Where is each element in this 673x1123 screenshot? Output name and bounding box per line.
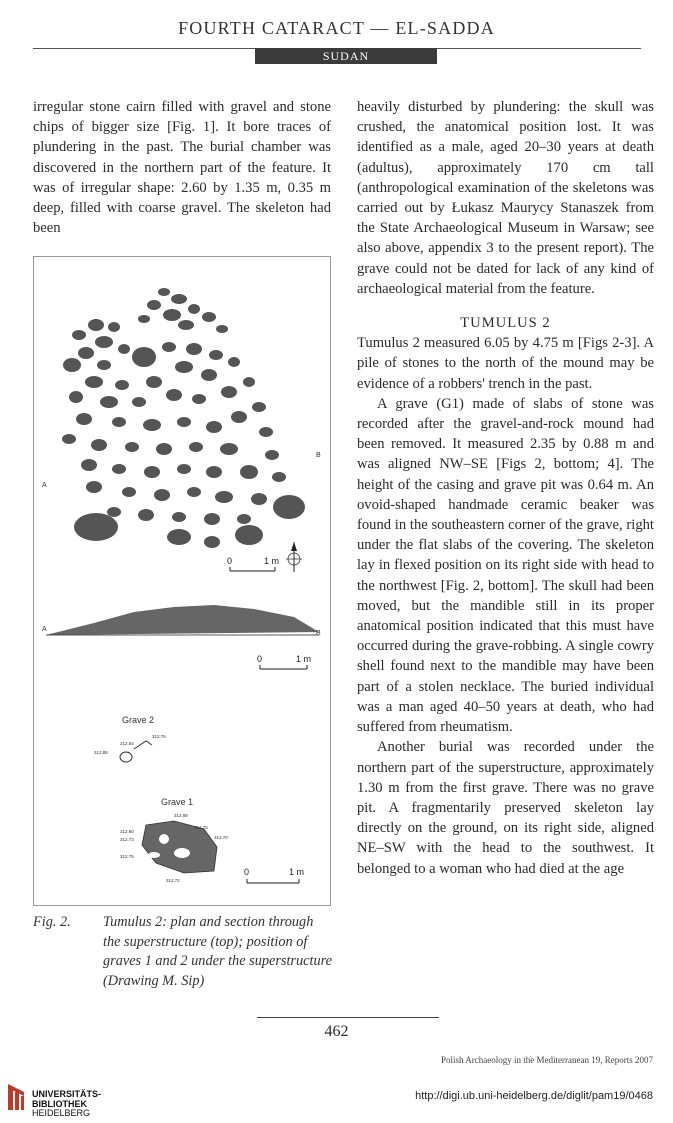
section-heading-tumulus-2: TUMULUS 2: [460, 315, 551, 332]
g2-elevation-1: 312.76: [152, 734, 166, 739]
right-paragraph-3: A grave (G1) made of slabs of stone was recorded after the gravel-and-rock mound had been removed. It measured 2.35 by 0.88 m and was aligned NW–SE [Figs 2, bottom; 4]. The height of the casing and grave pit was 0.64 m. An ovoid-shaped handmade ceramic beaker was found in the southeastern corner of the grave, right under the flat slabs of the covering. The skeleton lay in flexed position on its right side with head to the northwest [Fig. 2, bottom]. The skull had been moved, but the mandible still in its proper anatomical position indicated that this must have occurred during the grave-robbing. A single cowry shell found next to the mandible may have been part of a stolen necklace. The buried individual was a man aged 40–50 years at death, who had suffered from rheumatism.: [357, 395, 654, 736]
section-point-b: B: [316, 452, 321, 459]
profile-point-b: B: [316, 630, 321, 637]
library-line-3: HEIDELBERG: [32, 1108, 91, 1118]
section-badge: SUDAN: [255, 48, 437, 64]
source-url-link[interactable]: http://digi.ub.uni-heidelberg.de/diglit/pam19/0468: [415, 1090, 653, 1102]
library-line-2: BIBLIOTHEK: [32, 1098, 87, 1109]
g1-elevation-7: 312.72: [166, 878, 180, 883]
library-name: [32, 1090, 101, 1119]
grave-2-drawing: [94, 734, 166, 762]
scale-zero-3: 0: [244, 867, 250, 877]
right-column: [357, 97, 654, 879]
figure-2-drawing: [34, 257, 330, 905]
scale-unit-2: 1 m: [296, 654, 312, 664]
scale-zero-1: 0: [227, 556, 233, 566]
grave-1-drawing: [120, 813, 228, 883]
g1-elevation-6: 312.75: [120, 854, 134, 859]
scale-bar-1: [227, 556, 279, 571]
section-profile: [46, 605, 319, 635]
g2-elevation-3: 312.88: [94, 750, 108, 755]
scale-bar-3: [244, 867, 304, 883]
section-point-a: A: [42, 482, 47, 489]
north-arrow-icon: [286, 542, 302, 572]
footer-rule: [257, 1017, 439, 1018]
g1-elevation-1: 312.88: [174, 813, 188, 818]
g1-elevation-5: 312.70: [214, 835, 228, 840]
scale-unit-1: 1 m: [264, 556, 280, 566]
running-title: FOURTH CATARACT — EL-SADDA: [178, 18, 495, 38]
journal-line: Polish Archaeology in the Mediterranean 19, Reports 2007: [441, 1055, 653, 1065]
left-column: [33, 97, 331, 238]
g2-elevation-2: 312.84: [120, 741, 134, 746]
right-paragraph-4: Another burial was recorded under the northern part of the superstructure, approximately 1.30 m from the first grave. There was no grave pit. A fragmentarily preserved skeleton lay directly on the ground, on its right side, aligned NE–SW with the head to the southwest. It belonged to a woman who had died at the age: [357, 739, 654, 877]
profile-point-a: A: [42, 626, 47, 633]
grave-1-label: Grave 1: [161, 797, 194, 807]
plan-view-stones: [62, 288, 305, 548]
scale-unit-3: 1 m: [289, 867, 305, 877]
page-number: 462: [324, 1023, 349, 1040]
caption-label: Fig. 2.: [33, 914, 71, 930]
caption-text: Tumulus 2: plan and section through the superstructure (top); position of graves 1 and 2 under the superstructure (Drawing M. Sip): [103, 914, 332, 989]
g1-elevation-3: 312.80: [120, 829, 134, 834]
g1-elevation-2: 312.75: [194, 825, 208, 830]
right-paragraph-2: Tumulus 2 measured 6.05 by 4.75 m [Figs 2-3]. A pile of stones to the north of the mound may be evidence of a robbers' trench in the past.: [357, 335, 654, 392]
g1-elevation-4: 312.73: [120, 837, 134, 842]
scale-zero-2: 0: [257, 654, 263, 664]
scale-bar-2: [257, 654, 311, 669]
right-paragraph-1: heavily disturbed by plundering: the skull was crushed, the anatomical position lost. It was identified as a male, aged 20–30 years at death (adultus), approximately 170 cm tall (anthropological examination of the skeletons was carried out by Łukasz Maurycy Stanaszek from the State Archaeological Museum in Warsaw; see also above, appendix 3 to the present report). The grave could not be dated for lack of any kind of archaeological material from the feature.: [357, 99, 654, 297]
grave-2-label: Grave 2: [122, 715, 155, 725]
library-line-1: UNIVERSITÄTS-: [32, 1089, 102, 1099]
figure-2: [33, 256, 331, 906]
left-paragraph-1: irregular stone cairn filled with gravel and stone chips of bigger size [Fig. 1]. It bore traces of plundering in the past. The burial chamber was discovered in the northern part of the feature. It was of irregular shape: 2.60 by 1.35 m, 0.35 m deep, filled with coarse gravel. The skeleton had been: [33, 99, 331, 237]
